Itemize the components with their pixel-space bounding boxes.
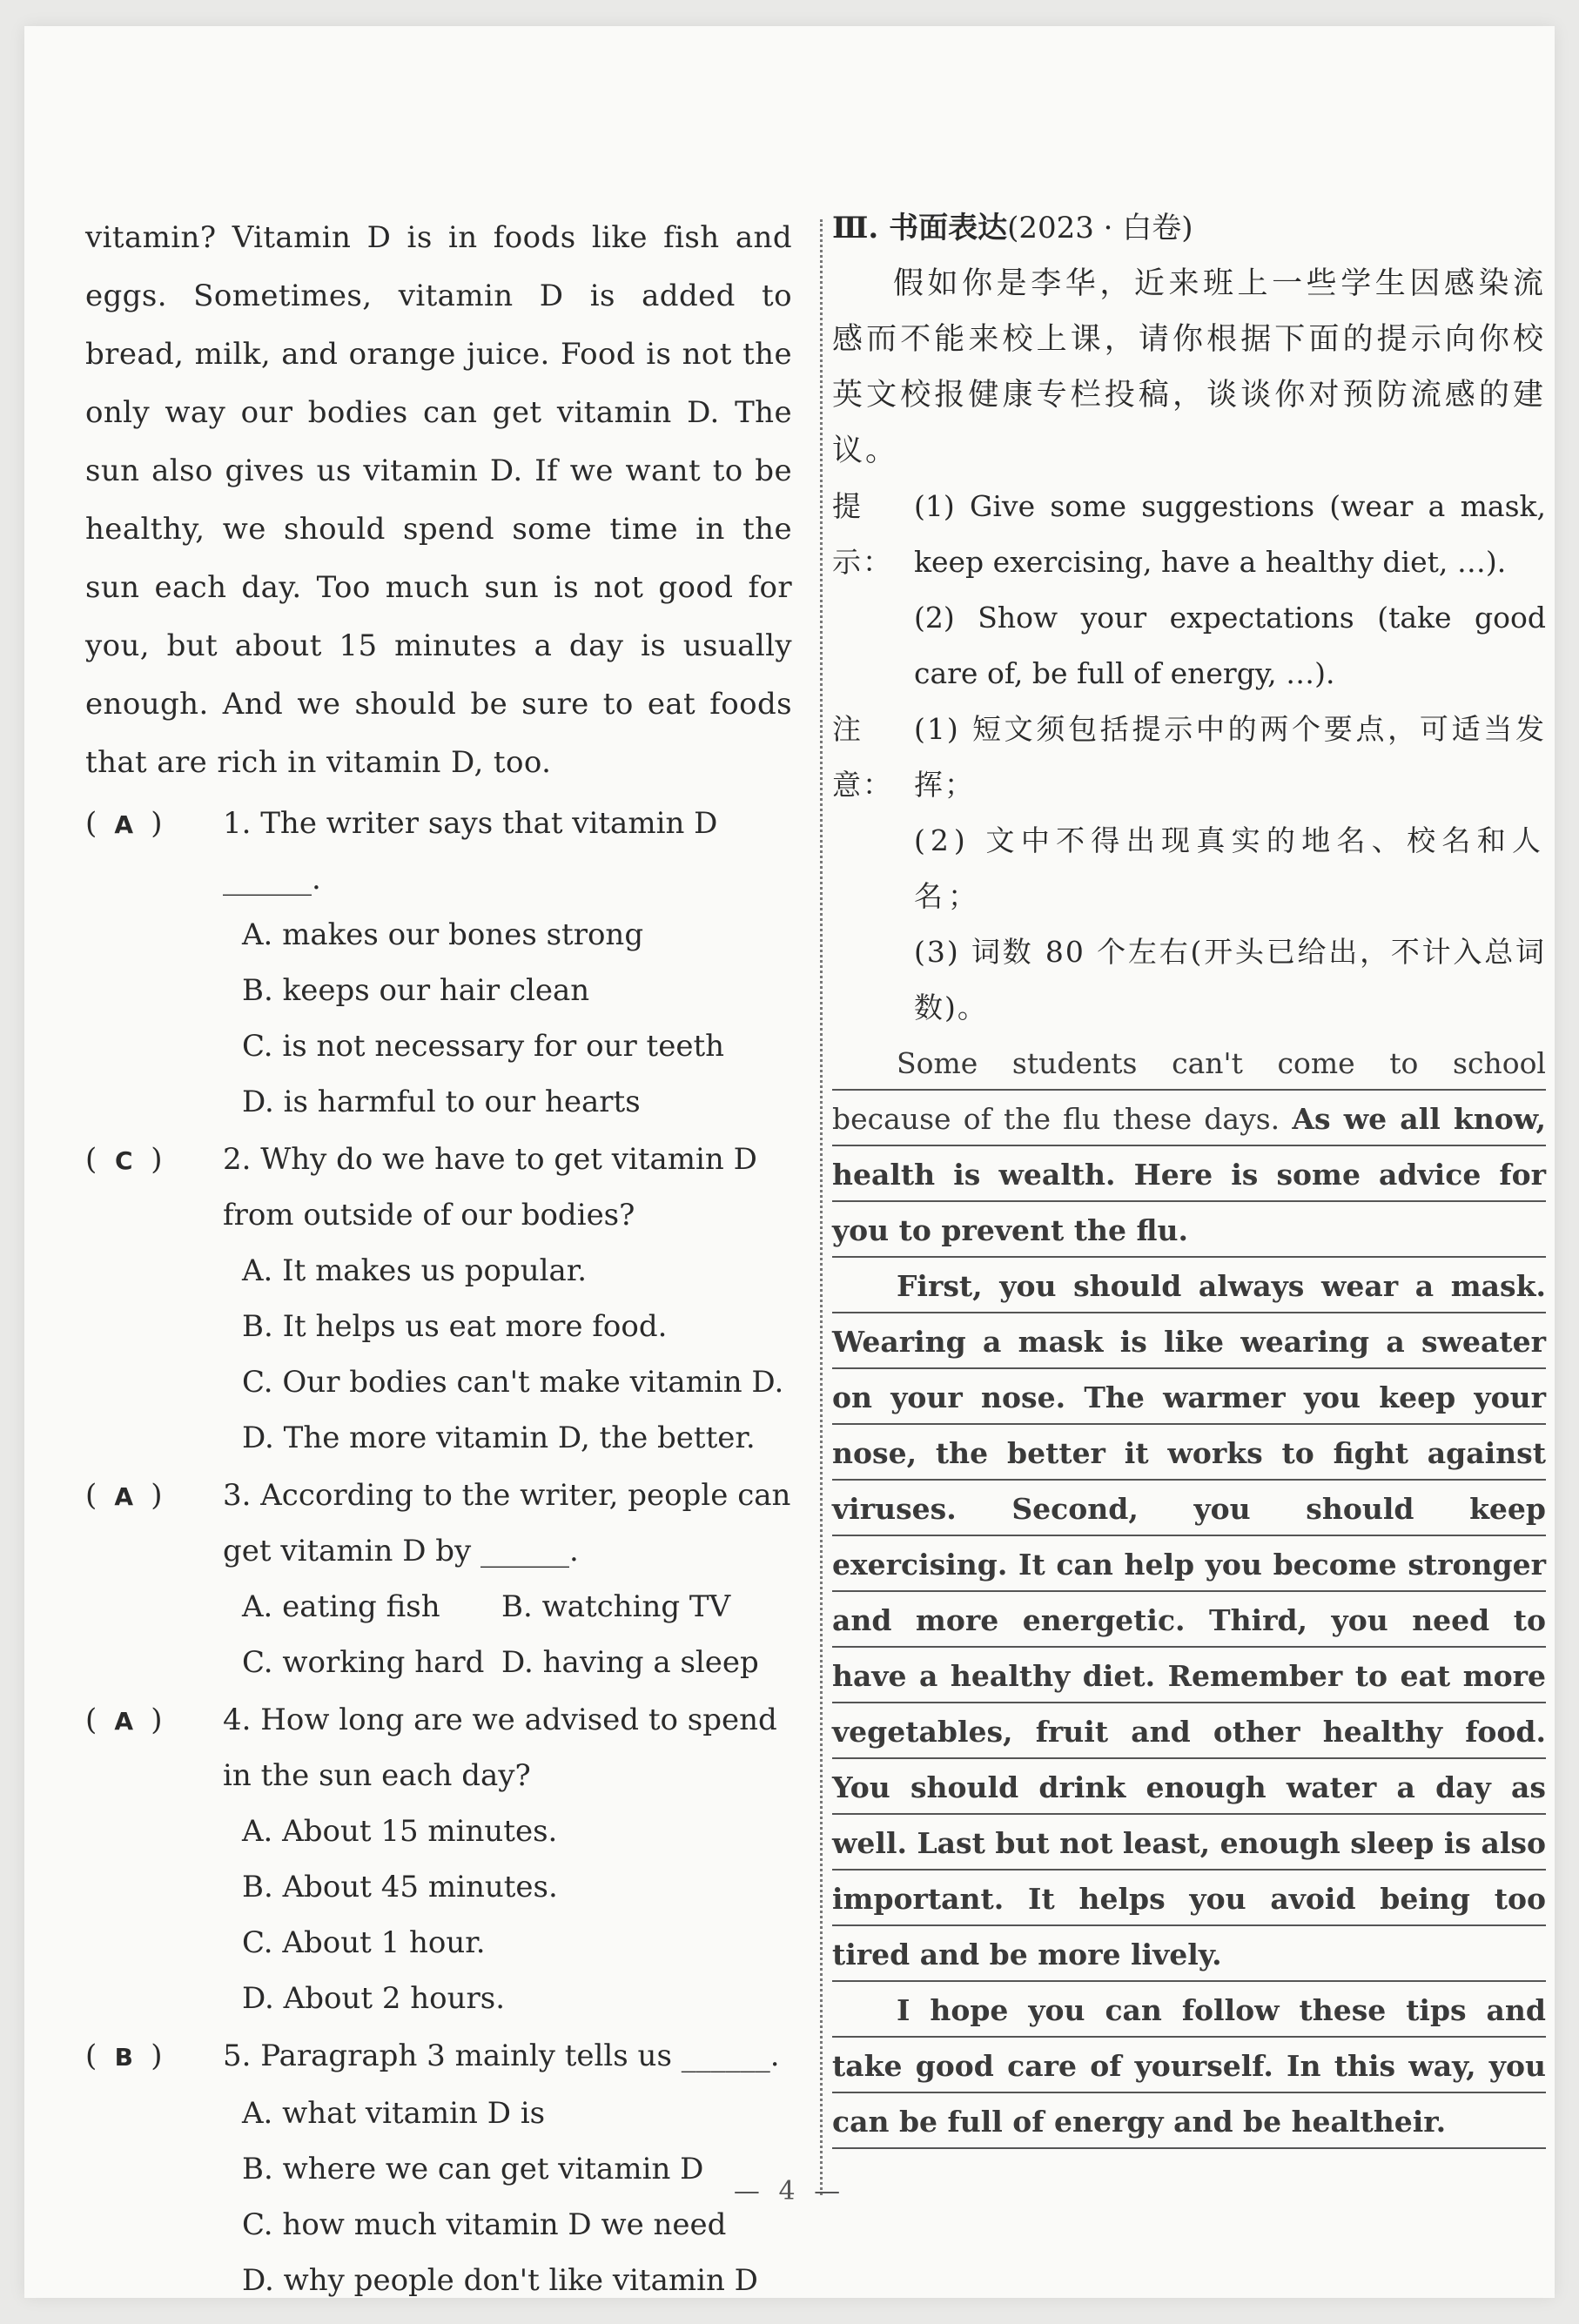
- question-text: 3. According to the writer, people can get vitamin D by ______.: [223, 1478, 791, 1568]
- writing-prompt: 假如你是李华，近来班上一些学生因感染流感而不能来校上课，请你根据下面的提示向你校英文校报健康专栏投稿，谈谈你对预防流感的建议。: [832, 266, 1546, 468]
- option: D. why people don't like vitamin D: [242, 2263, 758, 2298]
- option: B. where we can get vitamin D: [242, 2152, 704, 2186]
- right-column: [832, 209, 1546, 2150]
- question-text: 4. How long are we advised to spend in the sun each day?: [223, 1703, 777, 1793]
- option-row: [242, 1579, 792, 1635]
- reading-paragraph: vitamin? Vitamin D is in foods like fish and eggs. Sometimes, vitamin D is added to bread, milk, and orange juice. Food is not the only way our bodies can get vitamin D. The sun also gives us vitamin D. If we want to be healthy, we should spend some time in the sun each day. Too much sun is not good for you, but about 15 minutes a day is usually enough. And we should be sure to eat foods that are rich in vitamin D, too.: [85, 220, 792, 780]
- question-stem: [85, 1692, 792, 1803]
- option: D. The more vitamin D, the better.: [242, 1421, 756, 1455]
- column-divider: [820, 219, 823, 2195]
- option: C. how much vitamin D we need: [242, 2207, 727, 2242]
- question-item: [85, 2028, 792, 2308]
- question-stem: [85, 1132, 792, 1243]
- question-stem: [85, 2028, 792, 2086]
- left-column: [85, 209, 792, 2308]
- option: C. About 1 hour.: [242, 1925, 486, 1960]
- option: B. watching TV: [501, 1589, 731, 1624]
- answer-bracket: [85, 1692, 223, 1803]
- essay-answer-paragraph-2: First, you should always wear a mask. Wearing a mask is like wearing a sweater on your nose. The warmer you keep your nose, the better it works to fight against viruses. Second, you should keep exercising. It can help you become stronger and more energetic. Third, you need to have a healthy diet. Remember to eat more vegetables, fruit and other healthy food. You should drink enough water a day as well. Last but not least, enough sleep is also important. It helps you avoid being too tired and be more lively.: [832, 1259, 1546, 1983]
- hint-item-2: (2) Show your expectations (take good care of, be full of energy, …).: [914, 601, 1546, 690]
- question-item: [85, 1132, 792, 1466]
- hint-block: [832, 479, 1546, 590]
- essay-answer-paragraph-3: I hope you can follow these tips and take good care of yourself. In this way, you can be full of energy and be healtheir.: [832, 1983, 1546, 2150]
- question-item: [85, 1692, 792, 2026]
- essay-answer-intro: As we all know, health is wealth. Here is some advice for you to prevent the flu.: [832, 1102, 1546, 1247]
- option: C. Our bodies can't make vitamin D.: [242, 1365, 784, 1400]
- answer-letter: B: [114, 2043, 133, 2072]
- bracket-close: ): [151, 1142, 163, 1177]
- option: D. is harmful to our hearts: [242, 1085, 641, 1119]
- option: B. It helps us eat more food.: [242, 1309, 668, 1344]
- option: A. makes our bones strong: [242, 917, 644, 952]
- question-text: 5. Paragraph 3 mainly tells us ______.: [223, 2039, 780, 2073]
- bracket-open: (: [85, 1142, 97, 1177]
- writing-source: (2023 · 白卷): [1007, 211, 1193, 245]
- option: B. keeps our hair clean: [242, 973, 590, 1008]
- question-stem: [85, 1468, 792, 1579]
- writing-title: Ⅲ. 书面表达: [832, 211, 1008, 245]
- option: A. It makes us popular.: [242, 1253, 588, 1288]
- answer-bracket: [85, 796, 223, 907]
- option-row: [242, 1635, 792, 1690]
- answer-letter: A: [114, 810, 134, 839]
- note-item-3: (3) 词数 80 个左右(开头已给出，不计入总词数)。: [914, 935, 1546, 1024]
- essay-opening: [832, 1036, 1546, 1259]
- option: C. is not necessary for our teeth: [242, 1029, 725, 1064]
- answer-letter: A: [114, 1482, 134, 1511]
- question-text: 1. The writer says that vitamin D ______.: [223, 806, 718, 897]
- note-item-2: (2) 文中不得出现真实的地名、校名和人名；: [914, 823, 1546, 913]
- bracket-open: (: [85, 1703, 97, 1737]
- option: D. having a sleep: [501, 1645, 759, 1680]
- note-item-1: (1) 短文须包括提示中的两个要点，可适当发挥；: [914, 712, 1546, 802]
- note-block: [832, 702, 1546, 813]
- bracket-close: ): [151, 1478, 163, 1513]
- writing-section-title: [832, 200, 1546, 256]
- workbook-page: [24, 26, 1555, 2298]
- option: A. About 15 minutes.: [242, 1814, 558, 1849]
- note-label: 注意：: [832, 712, 893, 802]
- bracket-open: (: [85, 2039, 97, 2073]
- option: C. working hard: [242, 1645, 485, 1680]
- hint-item-1: (1) Give some suggestions (wear a mask, keep exercising, have a healthy diet, …).: [914, 489, 1546, 579]
- question-text: 2. Why do we have to get vitamin D from outside of our bodies?: [223, 1142, 757, 1233]
- question-stem: [85, 796, 792, 907]
- answer-letter: C: [114, 1146, 133, 1175]
- option: D. About 2 hours.: [242, 1981, 506, 2016]
- bracket-open: (: [85, 806, 97, 841]
- question-list: [85, 796, 792, 2308]
- hint-label: 提示：: [832, 489, 893, 579]
- question-item: [85, 1468, 792, 1690]
- bracket-open: (: [85, 1478, 97, 1513]
- essay-given-start: Some students can't come to school because of the flu these days.: [832, 1046, 1546, 1136]
- answer-bracket: [85, 1132, 223, 1243]
- bracket-close: ): [151, 806, 163, 841]
- answer-bracket: [85, 2028, 223, 2086]
- page-number: — 4 —: [733, 2176, 846, 2206]
- option: A. what vitamin D is: [242, 2096, 546, 2131]
- answer-bracket: [85, 1468, 223, 1579]
- bracket-close: ): [151, 2039, 163, 2073]
- option: A. eating fish: [242, 1589, 440, 1624]
- bracket-close: ): [151, 1703, 163, 1737]
- option: B. About 45 minutes.: [242, 1870, 558, 1904]
- question-item: [85, 796, 792, 1130]
- answer-letter: A: [114, 1707, 134, 1736]
